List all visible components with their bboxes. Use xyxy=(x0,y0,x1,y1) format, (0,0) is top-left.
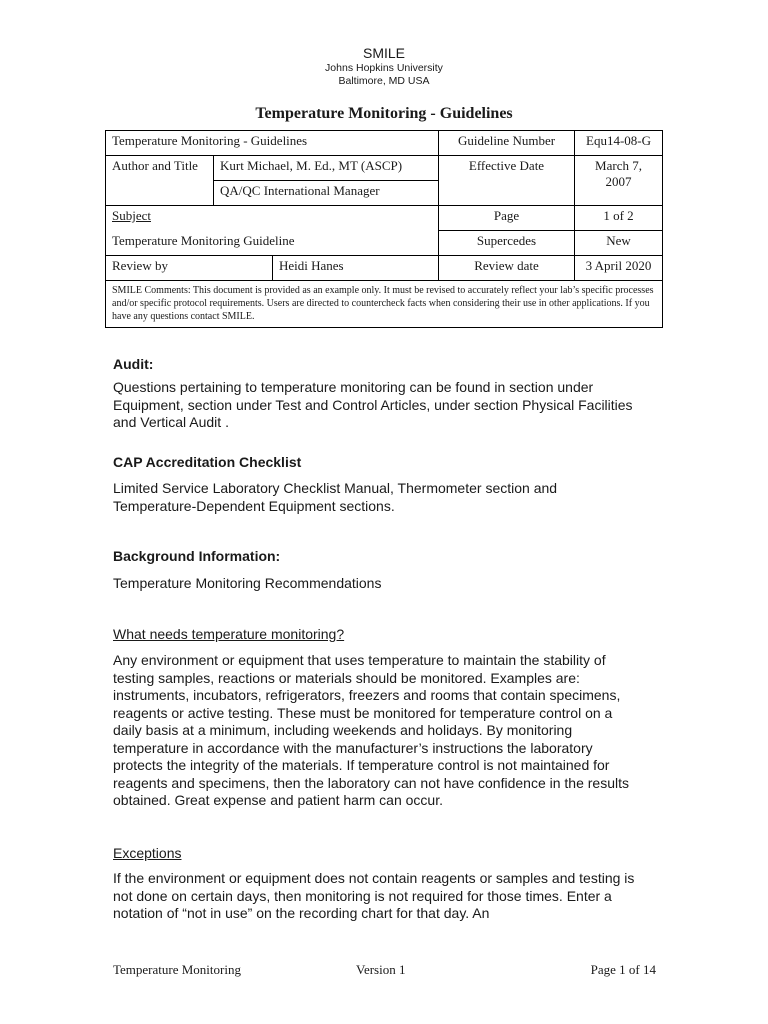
author-title: QA/QC International Manager xyxy=(214,181,439,206)
what-heading: What needs temperature monitoring? xyxy=(113,626,345,642)
supercedes-label: Supercedes xyxy=(439,231,575,256)
doc-name-cell: Temperature Monitoring - Guidelines xyxy=(106,131,439,156)
table-row xyxy=(106,281,663,328)
cap-text: Limited Service Laboratory Checklist Manual, Thermometer section and Temperature-Dependent Equipment sections. xyxy=(113,480,558,514)
smile-comments: SMILE Comments: This document is provided as an example only. It must be revised to accurately reflect your lab’s specific processes and/or specific protocol requirements. Users are directed to countercheck facts when considering their use in other applications. If you have any questions contact SMILE. xyxy=(106,281,663,328)
review-date-value: 3 April 2020 xyxy=(575,256,663,281)
audit-heading: Audit: xyxy=(113,356,154,372)
footer-page-number: Page 1 of 14 xyxy=(590,962,656,977)
table-row xyxy=(106,231,663,256)
background-heading: Background Information: xyxy=(113,548,281,564)
table-row xyxy=(106,206,663,231)
document-title: Temperature Monitoring - Guidelines xyxy=(255,105,513,122)
audit-text: Questions pertaining to temperature monitoring can be found in section under Equipment, section under Test and Control Articles, under section Physical Facilities and Vertical Audit . xyxy=(113,379,633,430)
supercedes-value: New xyxy=(575,231,663,256)
university-name: Johns Hopkins University xyxy=(325,62,443,74)
subject-label xyxy=(106,206,439,231)
what-text: Any environment or equipment that uses temperature to maintain the stability of testing samples, reactions or materials should be monitored. Examples are: instruments, incubators, refrigerators, freezers and rooms that contain specimens, reagents or active testing. These must be monitored for temperature control on a daily basis at a minimum, including weekends and holidays. By monitoring temperature in accordance with the manufacturer’s instructions the laboratory protects the integrity of the materials. If temperature control is not maintained for reagents and specimens, then the laboratory can not have confidence in the results obtained. Great expense and patient harm can occur. xyxy=(113,652,629,808)
review-by-value: Heidi Hanes xyxy=(273,256,439,281)
footer-center: Version 1 xyxy=(356,962,406,977)
subject-label-text: Subject xyxy=(112,208,151,223)
background-text: Temperature Monitoring Recommendations xyxy=(113,575,382,591)
review-date-label: Review date xyxy=(439,256,575,281)
document-info-table xyxy=(105,130,663,328)
table-row xyxy=(106,256,663,281)
effective-date-label: Effective Date xyxy=(439,156,575,206)
author-label: Author and Title xyxy=(106,156,214,206)
page-footer xyxy=(113,962,656,978)
guideline-number-value: Equ14-08-G xyxy=(575,131,663,156)
page-label: Page xyxy=(439,206,575,231)
cap-heading: CAP Accreditation Checklist xyxy=(113,454,302,470)
organization-name: SMILE xyxy=(362,45,405,61)
page-value: 1 of 2 xyxy=(575,206,663,231)
footer-left: Temperature Monitoring xyxy=(113,962,241,977)
effective-date-value: March 7, 2007 xyxy=(575,156,663,206)
city-location: Baltimore, MD USA xyxy=(338,75,430,87)
subject-value: Temperature Monitoring Guideline xyxy=(106,231,439,256)
guideline-number-label: Guideline Number xyxy=(439,131,575,156)
exceptions-heading: Exceptions xyxy=(113,845,182,861)
table-row xyxy=(106,131,663,156)
author-name: Kurt Michael, M. Ed., MT (ASCP) xyxy=(214,156,439,181)
exceptions-text: If the environment or equipment does not contain reagents or samples and testing is not done on certain days, then monitoring is not required for those times. Enter a notation of “not in use” on the recording chart for that day. An xyxy=(113,870,635,921)
table-row xyxy=(106,156,663,181)
document-header xyxy=(0,44,768,88)
review-by-label: Review by xyxy=(106,256,273,281)
